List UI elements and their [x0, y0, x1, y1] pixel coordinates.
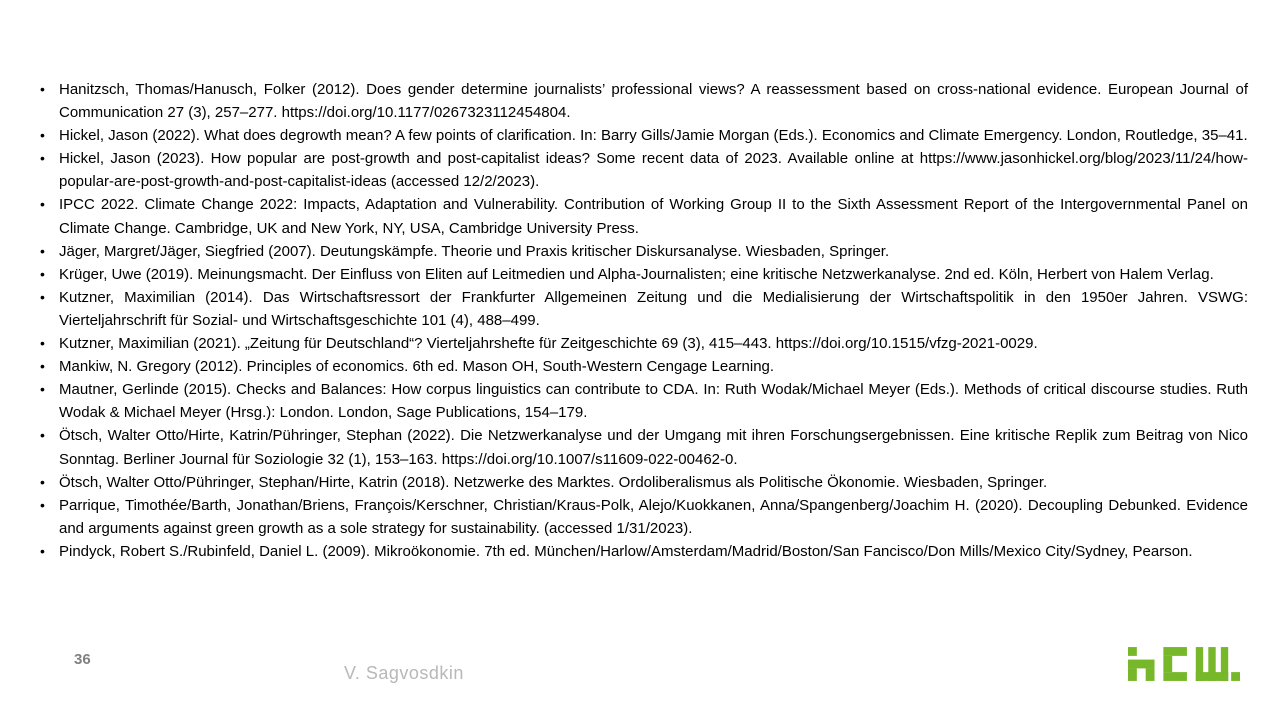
reference-item [40, 378, 1248, 424]
bullet-icon: • [40, 542, 45, 559]
reference-item [40, 332, 1248, 355]
references-list [40, 78, 1248, 563]
reference-item [40, 424, 1248, 470]
bullet-icon: • [40, 335, 45, 352]
reference-item [40, 263, 1248, 286]
reference-text: Hanitzsch, Thomas/Hanusch, Folker (2012). Does gender determine journalists’ professional views? A reassessment based on cross-national evidence. European Journal of Communication 27 (3), 257–277. https://doi.org/10.1177/0267323112454804. [59, 81, 1248, 122]
bullet-icon: • [40, 381, 45, 398]
bullet-icon: • [40, 196, 45, 213]
reference-text: Mautner, Gerlinde (2015). Checks and Balances: How corpus linguistics can contribute to CDA. In: Ruth Wodak/Michael Meyer (Eds.). Methods of critical discourse studies. Ruth Wodak & Michael Meyer (Hrsg.): London. London, Sage Publications, 154–179. [59, 381, 1248, 422]
reference-item [40, 193, 1248, 239]
htw-logo-icon [1128, 645, 1240, 683]
reference-item [40, 147, 1248, 193]
reference-text: Ötsch, Walter Otto/Pühringer, Stephan/Hirte, Katrin (2018). Netzwerke des Marktes. Ordoliberalismus als Politische Ökonomie. Wiesbaden, Springer. [59, 473, 1048, 491]
bullet-icon: • [40, 288, 45, 305]
reference-item [40, 286, 1248, 332]
reference-text: Hickel, Jason (2023). How popular are post-growth and post-capitalist ideas? Some recent data of 2023. Available online at https://www.jasonhickel.org/blog/2023/11/24/how-popular-are-post-growth-and-post-capitalist-ideas (accessed 12/2/2023). [59, 150, 1248, 191]
bullet-icon: • [40, 81, 45, 97]
reference-text: Kutzner, Maximilian (2021). „Zeitung für Deutschland“? Vierteljahrshefte für Zeitgeschichte 69 (3), 415–443. https://doi.org/10.1515/vfzg-2021-0029. [59, 335, 1038, 353]
bullet-icon: • [40, 242, 45, 259]
bullet-icon: • [40, 265, 45, 282]
bullet-icon: • [40, 358, 45, 375]
reference-text: Jäger, Margret/Jäger, Siegfried (2007). Deutungskämpfe. Theorie und Praxis kritischer Diskursanalyse. Wiesbaden, Springer. [59, 242, 890, 260]
reference-item [40, 78, 1248, 124]
author-credit: V. Sagvosdkin [344, 663, 464, 683]
reference-item [40, 471, 1248, 494]
bullet-icon: • [40, 150, 45, 167]
page-number: 36 [74, 651, 91, 668]
reference-text: Krüger, Uwe (2019). Meinungsmacht. Der Einfluss von Eliten auf Leitmedien und Alpha-Journalisten; eine kritische Netzwerkanalyse. 2nd ed. Köln, Herbert von Halem Verlag. [59, 265, 1214, 283]
reference-text: Hickel, Jason (2022). What does degrowth mean? A few points of clarification. In: Barry Gills/Jamie Morgan (Eds.). Economics and Climate Emergency. London, Routledge, 35–41. [59, 127, 1248, 145]
reference-item [40, 240, 1248, 263]
reference-item [40, 540, 1248, 563]
reference-item [40, 494, 1248, 540]
reference-text: Parrique, Timothée/Barth, Jonathan/Briens, François/Kerschner, Christian/Kraus-Polk, Alejo/Kuokkanen, Anna/Spangenberg/Joachim H. (2020). Decoupling Debunked. Evidence and arguments against green growth as a sole strategy for sustainability. (accessed 1/31/2023). [59, 496, 1248, 537]
reference-text: Ötsch, Walter Otto/Hirte, Katrin/Pühringer, Stephan (2022). Die Netzwerkanalyse und der Umgang mit ihren Forschungsergebnissen. Eine kritische Replik zum Beitrag von Nico Sonntag. Berliner Journal für Soziologie 32 (1), 153–163. https://doi.org/10.1007/s11609-022-00462-0. [59, 427, 1248, 468]
bullet-icon: • [40, 473, 45, 490]
reference-text: Kutzner, Maximilian (2014). Das Wirtschaftsressort der Frankfurter Allgemeinen Zeitung und die Medialisierung der Wirtschaftspolitik in den 1950er Jahren. VSWG: Vierteljahrschrift für Sozial- und Wirtschaftsgeschichte 101 (4), 488–499. [59, 288, 1248, 329]
reference-text: Pindyck, Robert S./Rubinfeld, Daniel L. (2009). Mikroökonomie. 7th ed. München/Harlow/Amsterdam/Madrid/Boston/San Fancisco/Don Mills/Mexico City/Sydney, Pearson. [59, 542, 1193, 560]
bullet-icon: • [40, 496, 45, 513]
reference-item [40, 124, 1248, 147]
reference-item [40, 355, 1248, 378]
reference-text: Mankiw, N. Gregory (2012). Principles of economics. 6th ed. Mason OH, South-Western Cengage Learning. [59, 358, 775, 376]
bullet-icon: • [40, 127, 45, 144]
reference-text: IPCC 2022. Climate Change 2022: Impacts, Adaptation and Vulnerability. Contribution of Working Group II to the Sixth Assessment Report of the Intergovernmental Panel on Climate Change. Cambridge, UK and New York, NY, USA, Cambridge University Press. [59, 196, 1248, 237]
bullet-icon: • [40, 427, 45, 444]
